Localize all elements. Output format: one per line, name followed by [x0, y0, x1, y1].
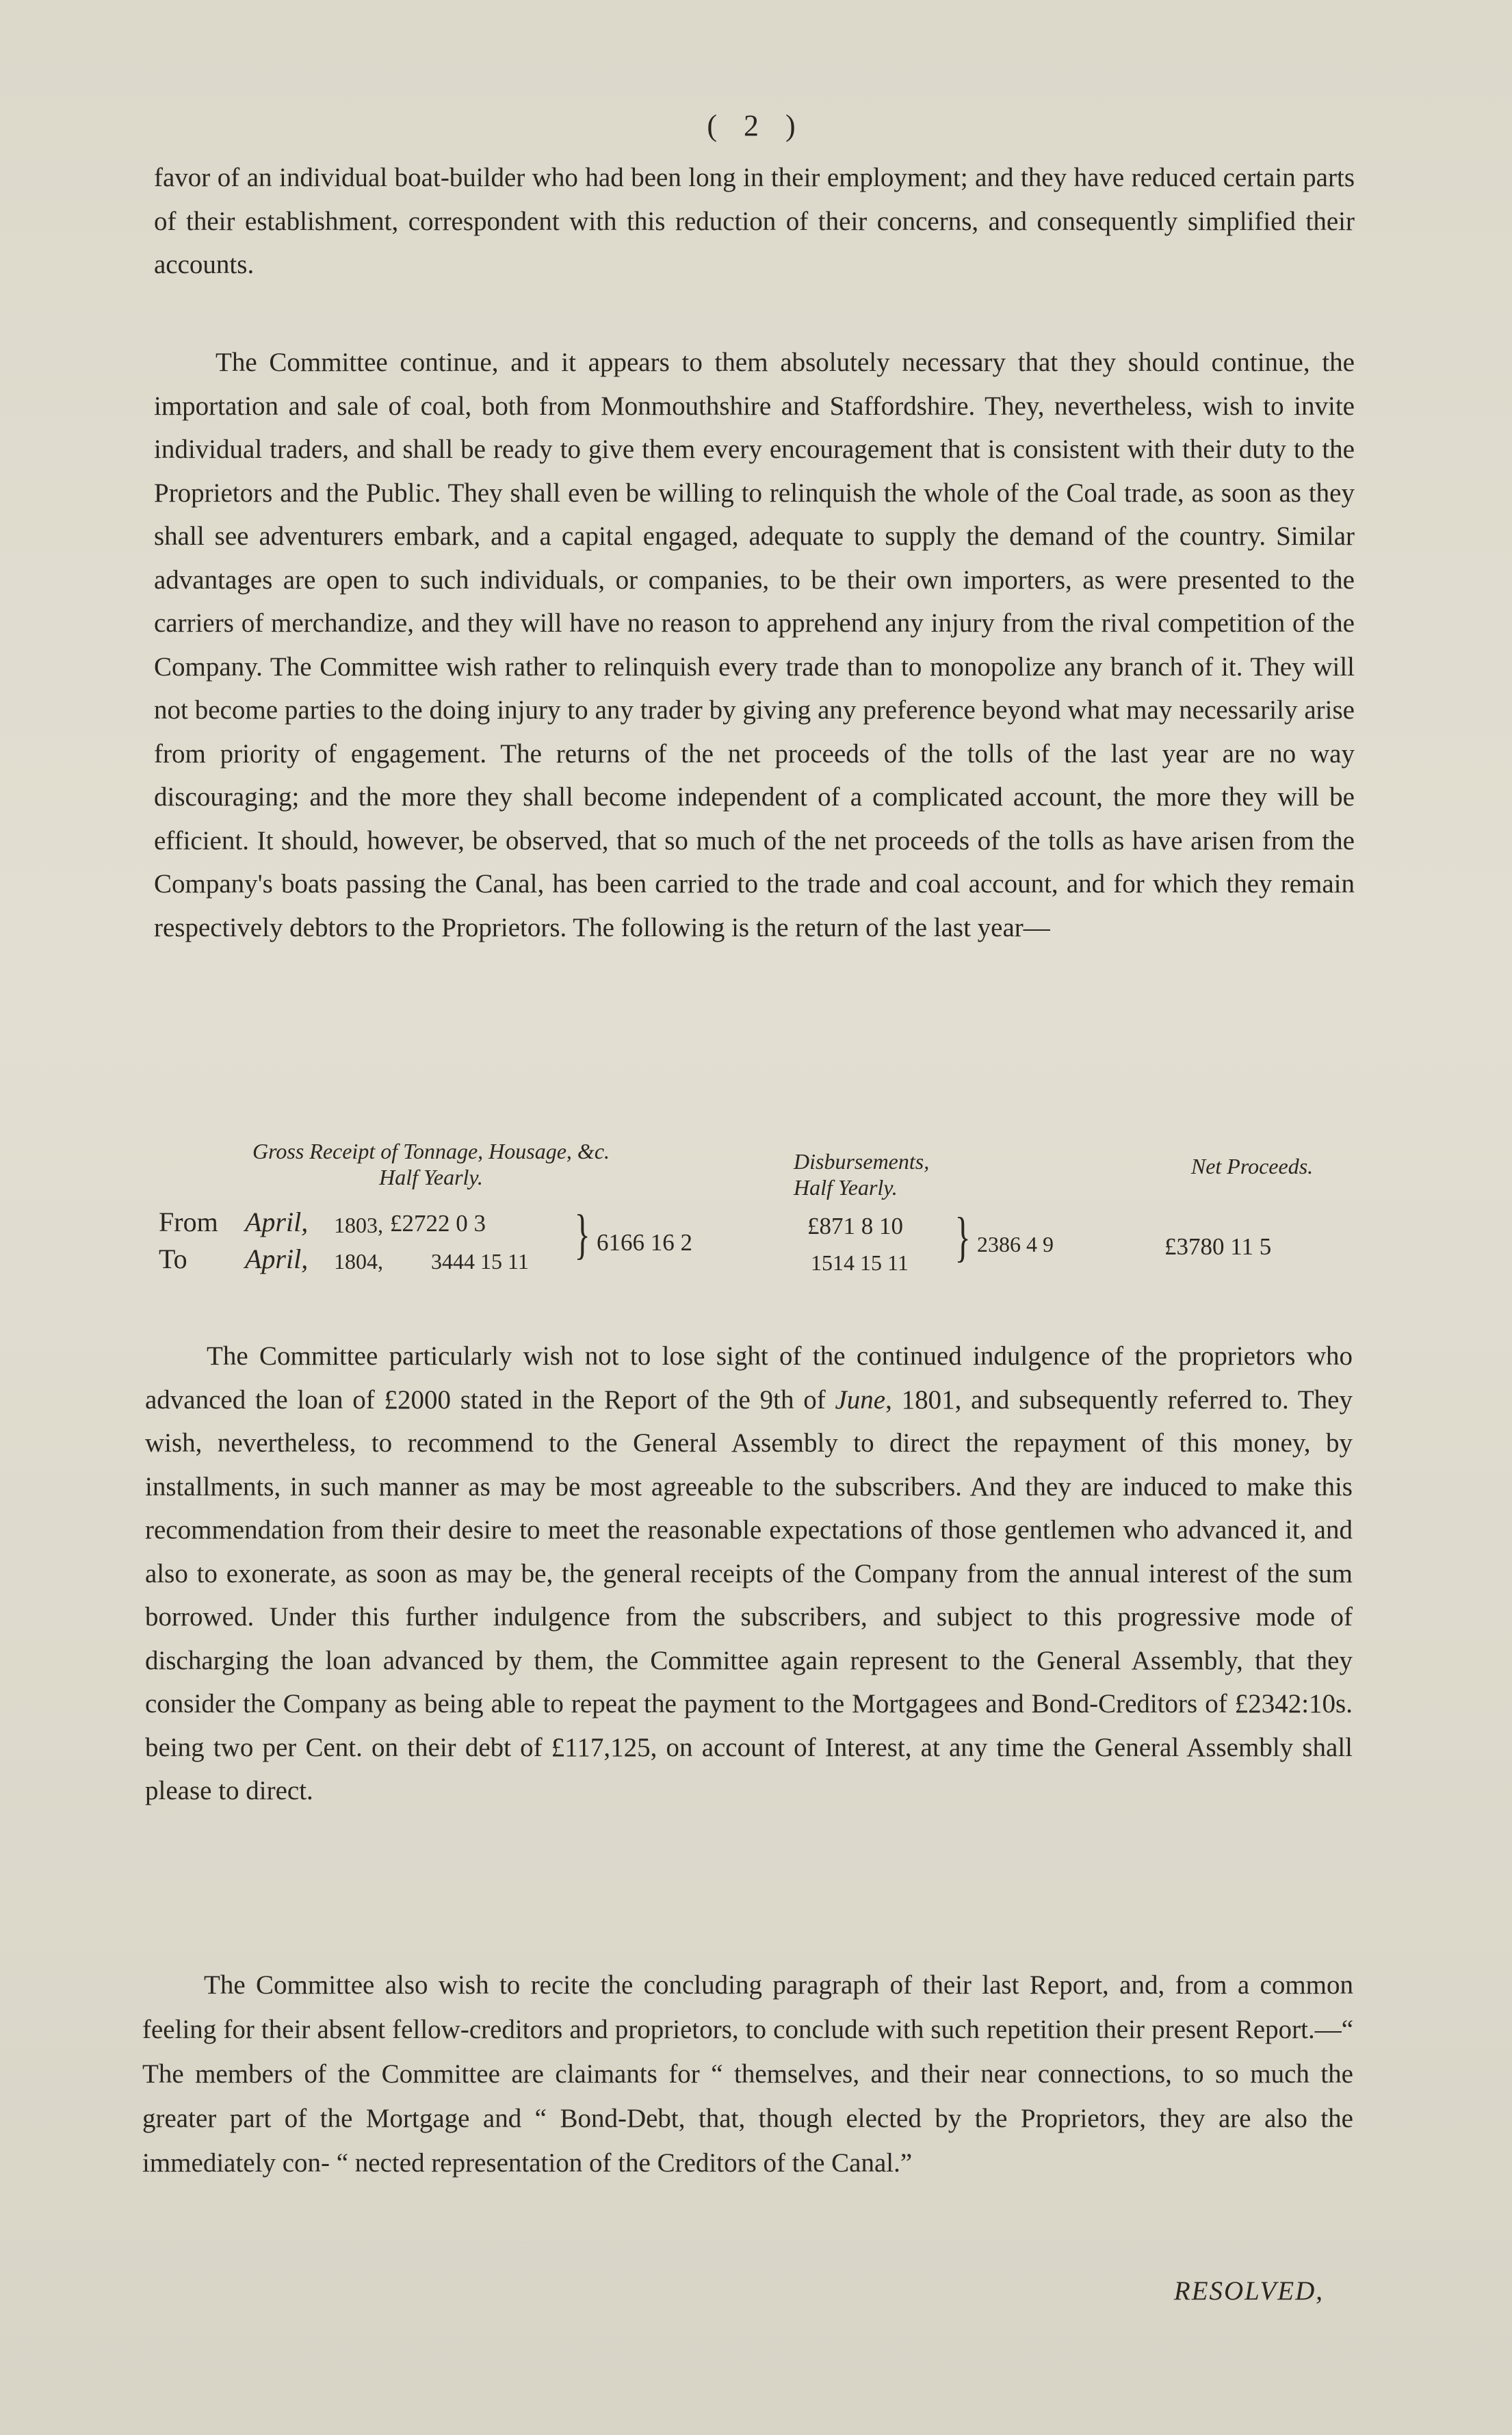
paragraph-3-part-a: The Committee particularly wish not to lose sight of the continued indulgence of the proprietors who advanced the loan of £2000 stated in the Report of the 9th of: [145, 1341, 1353, 1415]
row-from-month: April,: [245, 1207, 309, 1237]
row-to-label: To: [159, 1244, 187, 1274]
catchword: RESOLVED,: [1173, 2276, 1324, 2306]
paragraph-1-text: favor of an individual boat-builder who had been long in their employment; and they have reduced certain parts of their establishment, correspondent with this reduction of their concerns, and consequently simplified their accounts.: [154, 163, 1355, 279]
row-from-amount: £2722 0 3: [390, 1210, 486, 1237]
header-gross-label: Gross Receipt of Tonnage, Housage, &c.: [252, 1139, 610, 1163]
disbursement-2: 1514 15 11: [811, 1250, 909, 1275]
accounts-table: [0, 1129, 1512, 1293]
paragraph-3-text: [145, 1335, 1353, 1813]
row-to-month: April,: [245, 1244, 309, 1274]
paragraph-3: [145, 1335, 1353, 1813]
header-disb-sub: Half Yearly.: [794, 1175, 898, 1200]
brace-disbursements: }: [954, 1207, 971, 1267]
page-number: ( 2 ): [707, 109, 805, 142]
header-gross-receipt: [205, 1138, 657, 1190]
brace-gross: }: [574, 1204, 590, 1265]
row-to-year: 1804,: [334, 1249, 383, 1274]
header-disbursements: [794, 1148, 951, 1200]
net-proceeds-total: £3780 11 5: [1164, 1233, 1272, 1260]
paragraph-2-text: The Committee continue, and it appears to them absolutely necessary that they should continue, the importation and sale of coal, both from Monmouthshire and Staffordshire. They, nevertheless, wish to invite individual traders, and shall be ready to give them every encouragement that is consistent with their duty to the Proprietors and the Public. They shall even be willing to relinquish the whole of the Coal trade, as soon as they shall see adventurers embark, and a capital engaged, adequate to supply the demand of the country. Similar advantages are open to such individuals, or companies, to be their own importers, as were presented to the carriers of merchandize, and they will have no reason to apprehend any injury from the rival competition of the Company. The Committee wish rather to relinquish every trade than to monopolize any branch of it. They will not become parties to the doing injury to any trader by giving any preference beyond what may necessarily arise from priority of engagement. The returns of the net proceeds of the tolls of the last year are no way discouraging; and the more they shall become independent of a complicated account, the more they will be efficient. It should, however, be observed, that so much of the net proceeds of the tolls as have arisen from the Company's boats passing the Canal, has been carried to the trade and coal account, and for which they remain respectively debtors to the Proprietors. The following is the return of the last year—: [154, 348, 1355, 942]
header-disb-label: Disbursements,: [794, 1149, 930, 1174]
disbursement-1: £871 8 10: [807, 1213, 903, 1239]
row-from-year: 1803,: [334, 1213, 383, 1237]
paragraph-2: [154, 341, 1355, 949]
paragraph-1: [154, 156, 1355, 287]
row-from-label: From: [159, 1207, 218, 1237]
paragraph-3-june: June: [835, 1384, 886, 1415]
paragraph-4-text: The Committee also wish to recite the concluding paragraph of their last Report, and, from a common feeling for their absent fellow-creditors and proprietors, to conclude with such repetition their present Report.—“ The members of the Committee are claimants for “ themselves, and their near connections, to so much the greater part of the Mortgage and “ Bond-Debt, that, though elected by the Proprietors, they are also the immediately con- “ nected representation of the Creditors of the Canal.”: [142, 1970, 1353, 2178]
header-gross-sub: Half Yearly.: [379, 1165, 483, 1189]
row-to-amount: 3444 15 11: [431, 1249, 529, 1274]
header-net-proceeds: Net Proceeds.: [1190, 1154, 1314, 1178]
disbursement-total: 2386 4 9: [977, 1232, 1054, 1257]
gross-total: 6166 16 2: [597, 1229, 692, 1256]
paragraph-4: [142, 1963, 1353, 2185]
paragraph-3-part-b: , 1801, and subsequently referred to. They wish, nevertheless, to recommend to the General Assembly to direct the repayment of this money, by installments, in such manner as may be most agreeable to the subscribers. And they are induced to make this recommendation from their desire to meet the reasonable expectations of those gentlemen who advanced it, and also to exonerate, as soon as may be, the general receipts of the Company from the annual interest of the sum borrowed. Under this further indulgence from the subscribers, and subject to this progressive mode of discharging the loan advanced by them, the Committee again represent to the General Assembly, that they consider the Company as being able to repeat the payment to the Mortgagees and Bond-Creditors of £2342:10s. being two per Cent. on their debt of £117,125, on account of Interest, at any time the General Assembly shall please to direct.: [145, 1384, 1353, 1805]
